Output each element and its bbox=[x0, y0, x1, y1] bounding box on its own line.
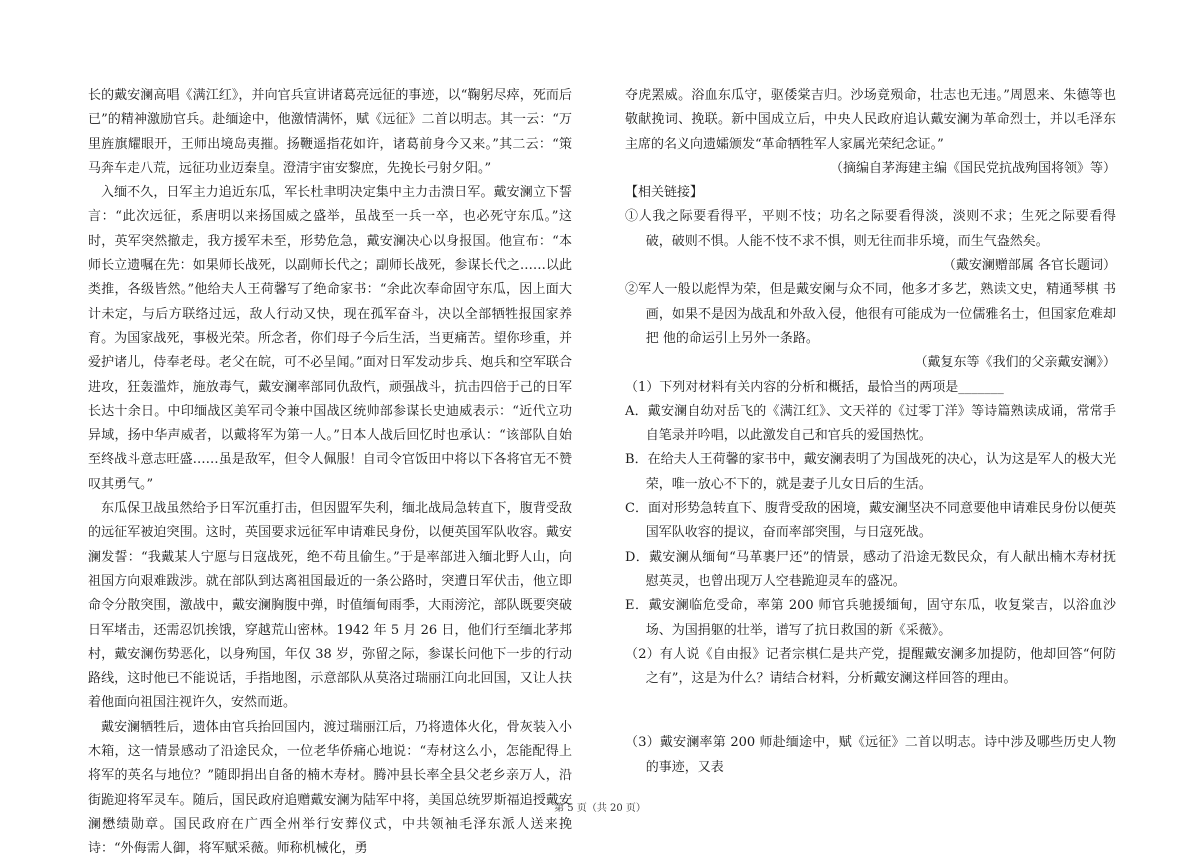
paragraph: C．面对形势急转直下、腹背受敌的困境，戴安澜坚决不同意要他申请难民身份以便英国军队收容的提议，奋而率部突围，与日寇死战。 bbox=[625, 501, 1116, 541]
right-column bbox=[625, 84, 1116, 780]
paragraph: 戴安澜牺牲后，遗体由官兵抬回国内，渡过瑞丽江后，乃将遗体火化，骨灰装入小木箱，这一情景感动了沿途民众，一位老华侨痛心地说：“寿材这么小，怎能配得上将军的英名与地位？”随即捐出自备的楠木寿材。腾冲县长率全县父老乡亲万人，沿街跪迎将军灵车。随后，国民政府追赠戴安澜为陆军中将，美国总统罗斯福追授戴安澜懋绩勋章。国民政府在广西全州举行安葬仪式，中共领袖毛泽东派人送来挽诗：“外侮需人御，将军赋采薇。师称机械化，勇 bbox=[88, 719, 572, 857]
paragraph: B．在给夫人王荷馨的家书中，戴安澜表明了为国战死的决心，认为这是军人的极大光荣，唯一放心不下的，就是妻子儿女日后的生活。 bbox=[625, 452, 1116, 492]
page-footer: 第 5 页（共 20 页） bbox=[554, 803, 646, 814]
paragraph: 东瓜保卫战虽然给予日军沉重打击，但因盟军失利，缅北战局急转直下，腹背受敌的远征军被迫突围。这时，英国要求远征军申请难民身份，以便英国军队收容。戴安澜发誓：“我戴某人宁愿与日寇战死，绝不苟且偷生。”于是率部进入缅北野人山，向祖国方向艰难跋涉。就在部队到达离祖国最近的一条公路时，突遭日军伏击，他立即命令分散突围，激战中，戴安澜胸腹中弹，时值缅甸雨季，大雨滂沱，部队既要突破日军堵击，还需忍饥挨饿，穿越荒山密林。1942 年 5 月 26 日，他们行至缅北茅邦村，戴安澜伤势恶化，以身殉国，年仅 38 岁，弥留之际，参谋长问他下一步的行动路线，这时他已不能说话，手指地图，示意部队从莫洛过瑞丽江向北回国，又让人扶着他面向祖国注视许久，安然而逝。 bbox=[88, 501, 572, 711]
paragraph: A．戴安澜自幼对岳飞的《满江红》、文天祥的《过零丁洋》等诗篇熟读成诵，常常手自笔录并吟唱，以此激发自己和官兵的爱国热忱。 bbox=[625, 403, 1116, 444]
paragraph: （2）有人说《自由报》记者宗棋仁是共产党，提醒戴安澜多加提防，他却回答“何防之有”，这是为什么？请结合材料，分析戴安澜这样回答的理由。 bbox=[625, 646, 1116, 687]
paragraph: ①人我之际要看得平，平则不忮；功名之际要看得淡，淡则不求；生死之际要看得 破，破则不惧。人能不忮不求不惧，则无往而非乐境，而生气盎然矣。 bbox=[625, 209, 1116, 249]
paragraph: 【相关链接】 bbox=[625, 185, 704, 201]
paragraph: （1）下列对材料有关内容的分析和概括，最恰当的两项是_______ bbox=[625, 379, 1004, 395]
paragraph: （摘编自茅海建主编《国民党抗战殉国将领》等） bbox=[829, 160, 1116, 176]
paragraph: ②军人一般以彪悍为荣，但是戴安阑与众不同，他多才多艺，熟读文史，精通琴棋 书画，如果不是因为战乱和外敌入侵，他很有可能成为一位儒雅名士，但国家危难却把 他的命运引上另外一条路。 bbox=[625, 282, 1116, 346]
paragraph: 入缅不久，日军主力追近东瓜，军长杜聿明决定集中主力击溃日军。戴安澜立下誓言：“此次远征，系唐明以来扬国威之盛举，虽战至一兵一卒，也必死守东瓜。”这时，英军突然撤走，我方援军未至，形势危急，戴安澜决心以身报国。他宣布：“本师长立遗嘱在先：如果师长战死，以副师长代之；副师长战死，参谋长代之……以此类推，各级皆然。”他给夫人王荷馨写了绝命家书：“余此次奉命固守东瓜，因上面大计未定，与后方联络过远，敌人行动又快，现在孤军奋斗，决以全部牺牲报国家养育。为国家战死，事极光荣。所念者，你们母子今后生活，当更痛苦。望你珍重，并爱护诸儿，侍奉老母。老父在皖，可不必呈闻。”面对日军发动步兵、炮兵和空军联合进攻，狂轰滥炸，施放毒气，戴安澜率部同仇敌忾，顽强战斗，抗击四倍于己的日军长达十余日。中印缅战区美军司令兼中国战区统帅部参谋长史迪威表示：“近代立功异域，扬中华声威者，以戴将军为第一人。”日本人战后回忆时也承认：“该部队自始至终战斗意志旺盛……虽是敌军，但令人佩服！自司令官饭田中将以下各将官无不赞叹其勇气。” bbox=[88, 185, 572, 492]
paragraph: 长的戴安澜高唱《满江红》，并向官兵宣讲诸葛亮远征的事迹，以“鞠躬尽瘁，死而后已”的精神激励官兵。赴缅途中，他激情满怀，赋《远征》二首以明志。其一云：“万里旌旗耀眼开，王师出境岛夷摧。扬鞭遥指花如许，诸葛前身今又来。”其二云：“策马奔车走八荒，远征功业迈秦皇。澄清宇宙安黎庶，先挽长弓射夕阳。” bbox=[88, 88, 572, 176]
paragraph: E．戴安澜临危受命，率第 200 师官兵驰援缅甸，固守东瓜，收复棠吉，以浴血沙场、为国捐躯的壮举，谱写了抗日救国的新《采薇》。 bbox=[625, 598, 1116, 638]
paragraph: （3）戴安澜率第 200 师赴缅途中，赋《远征》二首以明志。诗中涉及哪些历史人物的事迹，又表 bbox=[625, 735, 1116, 775]
paragraph: D．戴安澜从缅甸“马革裹尸还”的情景，感动了沿途无数民众，有人献出楠木寿材抚慰英灵，也曾出现万人空巷跪迎灵车的盛况。 bbox=[625, 549, 1116, 589]
left-column bbox=[88, 84, 572, 862]
paragraph: 夺虎罴威。浴血东瓜守，驱倭棠吉归。沙场竟殒命，壮志也无违。”周恩来、朱德等也敬献挽词、挽联。新中国成立后，中央人民政府追认戴安澜为革命烈士，并以毛泽东主席的名义向遗孀颁发“革命牺牲军人家属光荣纪念证。” bbox=[625, 88, 1116, 152]
paragraph: （戴安澜赠部属 各官长题词） bbox=[942, 258, 1116, 274]
paragraph: （戴复东等《我们的父亲戴安澜》） bbox=[914, 355, 1116, 371]
answer-space bbox=[625, 691, 1116, 731]
